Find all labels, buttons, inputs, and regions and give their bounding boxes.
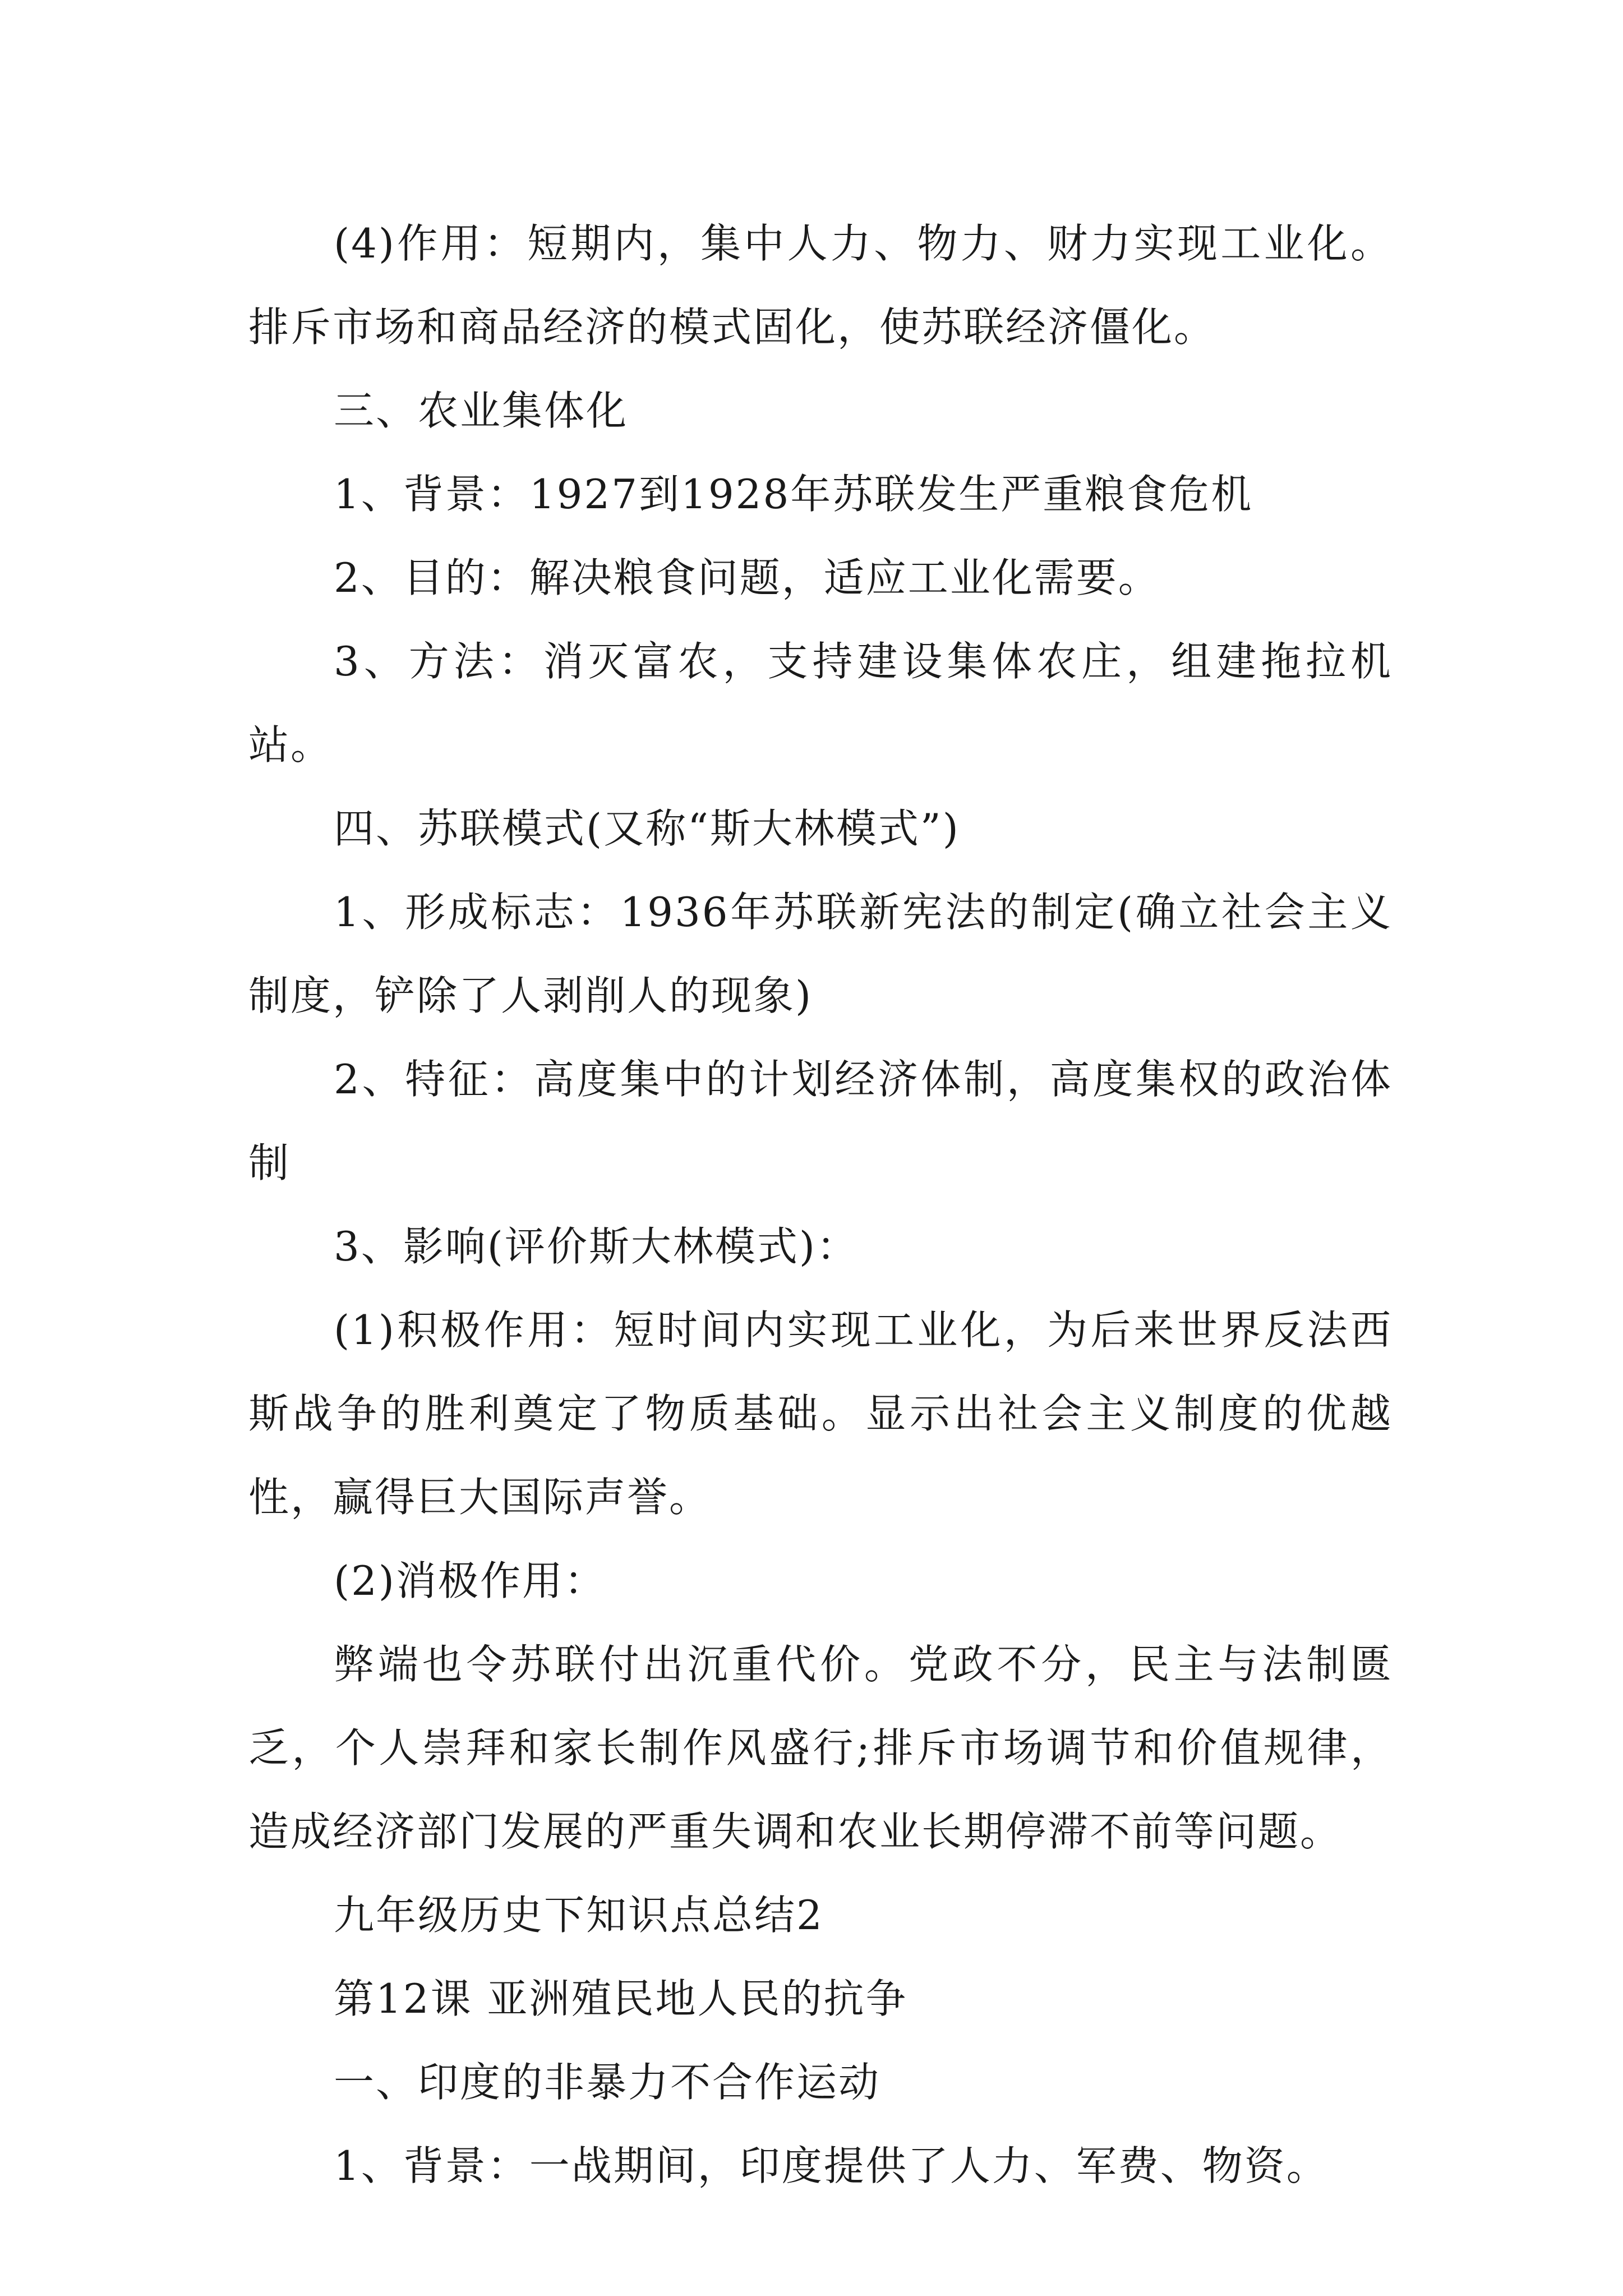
paragraph-formation-sign: 1、形成标志：1936年苏联新宪法的制定(确立社会主义制度，铲除了人剥削人的现象) xyxy=(248,889,1393,1019)
lesson-title-12: 第12课 亚洲殖民地人民的抗争 xyxy=(334,1975,908,2022)
paragraph-purpose: 2、目的：解决粮食问题，适应工业化需要。 xyxy=(334,554,1160,601)
paragraph-method: 3、方法：消灭富农，支持建设集体农庄，组建拖拉机站。 xyxy=(248,638,1393,769)
paragraph-negative-effect: (2)消极作用： xyxy=(334,1557,606,1604)
heading-india-non-cooperation: 一、印度的非暴力不合作运动 xyxy=(334,2059,881,2106)
heading-agricultural-collectivization: 三、农业集体化 xyxy=(334,387,629,434)
paragraph-influence: 3、影响(评价斯大林模式)： xyxy=(334,1223,859,1270)
paragraph-drawbacks: 弊端也令苏联付出沉重代价。党政不分，民主与法制匮乏，个人崇拜和家长制作风盛行;排斥市场调节和价值规律，造成经济部门发展的严重失调和农业长期停滞不前等问题。 xyxy=(248,1641,1393,1855)
paragraph-background: 1、背景：1927到1928年苏联发生严重粮食危机 xyxy=(334,471,1253,518)
paragraph-india-background: 1、背景：一战期间，印度提供了人力、军费、物资。 xyxy=(334,2142,1329,2189)
paragraph-positive-effect: (1)积极作用：短时间内实现工业化，为后来世界反法西斯战争的胜利奠定了物质基础。显示出社会主义制度的优越性，赢得巨大国际声誉。 xyxy=(248,1306,1393,1521)
document-body xyxy=(248,202,1393,2208)
section-title-summary-2: 九年级历史下知识点总结2 xyxy=(334,1892,824,1939)
paragraph-features: 2、特征：高度集中的计划经济体制，高度集权的政治体制 xyxy=(248,1056,1393,1186)
heading-soviet-model: 四、苏联模式(又称“斯大林模式”) xyxy=(334,805,960,852)
paragraph-effect-4: (4)作用：短期内，集中人力、物力、财力实现工业化。排斥市场和商品经济的模式固化，使苏联经济僵化。 xyxy=(248,220,1393,351)
